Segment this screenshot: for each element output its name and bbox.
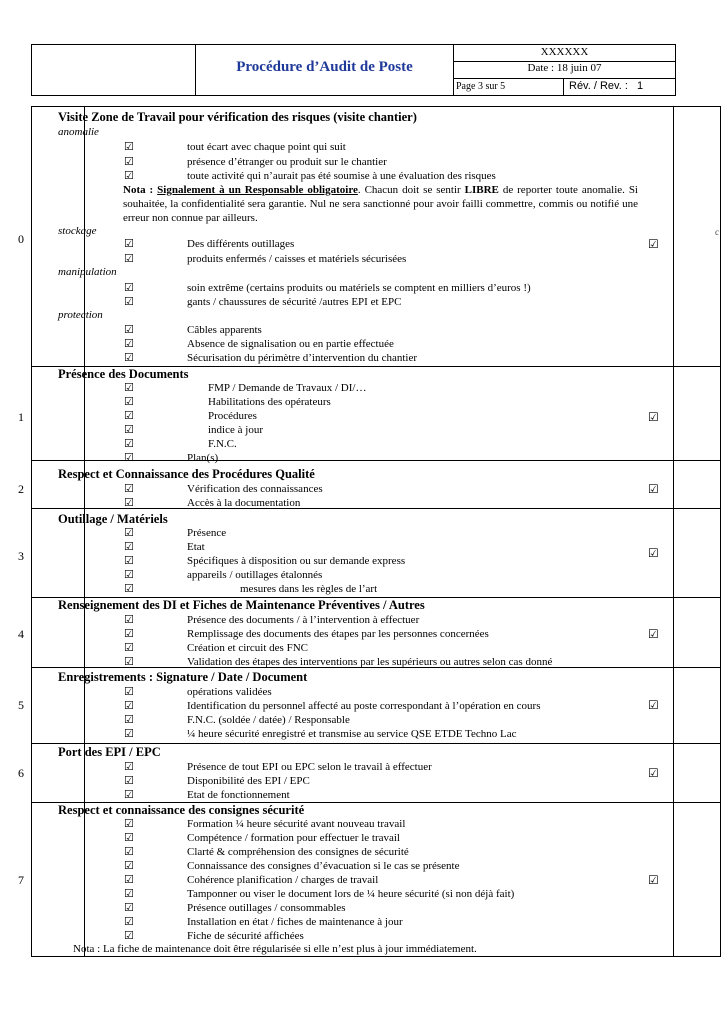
section-checkbox-icon[interactable]: ☑ xyxy=(648,873,659,887)
checkbox-icon[interactable]: ☑ xyxy=(124,655,134,668)
list-item: Vérification des connaissances xyxy=(187,483,323,495)
list-item: Formation ¼ heure sécurité avant nouveau travail xyxy=(187,818,406,830)
list-item: Présence de tout EPI ou EPC selon le travail à effectuer xyxy=(187,761,432,773)
list-item: Présence xyxy=(187,527,227,539)
section-checkbox-icon[interactable]: ☑ xyxy=(648,482,659,496)
checkbox-icon[interactable]: ☑ xyxy=(124,568,134,581)
checkbox-icon[interactable]: ☑ xyxy=(124,423,134,436)
section-number: 1 xyxy=(18,410,24,424)
list-item: produits enfermés / caisses et matériels sécurisées xyxy=(187,253,407,265)
section-title: Visite Zone de Travail pour vérification des risques (visite chantier) xyxy=(58,110,417,124)
revision-value: 1 xyxy=(636,80,644,92)
checkbox-icon[interactable]: ☑ xyxy=(124,451,134,464)
checkbox-icon[interactable]: ☑ xyxy=(124,760,134,773)
checkbox-icon[interactable]: ☑ xyxy=(124,887,134,900)
list-item: appareils / outillages étalonnés xyxy=(187,569,323,581)
subsection-label: protection xyxy=(58,309,103,321)
checkbox-icon[interactable]: ☑ xyxy=(124,641,134,654)
section-title: Respect et Connaissance des Procédures Qualité xyxy=(58,467,315,481)
checkbox-icon[interactable]: ☑ xyxy=(124,915,134,928)
checkbox-icon[interactable]: ☑ xyxy=(124,613,134,626)
nota-lead: Nota : xyxy=(123,184,154,196)
checkbox-icon[interactable]: ☑ xyxy=(124,774,134,787)
list-item: indice à jour xyxy=(208,424,263,436)
checkbox-icon[interactable]: ☑ xyxy=(124,169,134,182)
list-item: Procédures xyxy=(208,410,257,422)
nota-part2: de reporter toute anomalie. Si souhaitée, la confidentialité sera garantie. Nul ne sera sanctionné pour avoir failli commettre, commis ou notifié une erreur non connue par ailleurs. xyxy=(123,184,638,224)
list-item: Plan(s) xyxy=(187,452,219,464)
subsection-label: anomalie xyxy=(58,126,99,138)
section-checkbox-icon[interactable]: ☑ xyxy=(648,410,659,424)
section-checkbox-icon[interactable]: ☑ xyxy=(648,237,659,251)
list-item: Présence des documents / à l’intervention à effectuer xyxy=(187,614,420,626)
section-number: 4 xyxy=(18,627,24,641)
list-item: opérations validées xyxy=(187,686,272,698)
checkbox-icon[interactable]: ☑ xyxy=(124,437,134,450)
list-item: gants / chaussures de sécurité /autres EPI et EPC xyxy=(187,296,402,308)
list-item: Installation en état / fiches de maintenance à jour xyxy=(187,916,403,928)
list-item: Connaissance des consignes d’évacuation si le cas se présente xyxy=(187,860,460,872)
list-item: toute activité qui n’aurait pas été soumise à une évaluation des risques xyxy=(187,170,496,182)
section-title: Renseignement des DI et Fiches de Maintenance Préventives / Autres xyxy=(58,598,425,612)
section-title: Outillage / Matériels xyxy=(58,512,168,526)
checkbox-icon[interactable]: ☑ xyxy=(124,873,134,886)
list-item: tout écart avec chaque point qui suit xyxy=(187,141,346,153)
checkbox-icon[interactable]: ☑ xyxy=(124,155,134,168)
section-number: 6 xyxy=(18,766,24,780)
checkbox-icon[interactable]: ☑ xyxy=(124,351,134,364)
section-number: 5 xyxy=(18,698,24,712)
checkbox-icon[interactable]: ☑ xyxy=(124,381,134,394)
section-checkbox-icon[interactable]: ☑ xyxy=(648,698,659,712)
checkbox-icon[interactable]: ☑ xyxy=(124,929,134,942)
section-checkbox-icon[interactable]: ☑ xyxy=(648,627,659,641)
page-number: Page 3 sur 5 xyxy=(456,81,506,92)
list-item: F.N.C. (soldée / datée) / Responsable xyxy=(187,714,350,726)
checkbox-icon[interactable]: ☑ xyxy=(124,685,134,698)
checkbox-icon[interactable]: ☑ xyxy=(124,409,134,422)
checkbox-icon[interactable]: ☑ xyxy=(124,252,134,265)
list-item: Fiche de sécurité affichées xyxy=(187,930,304,942)
section-checkbox-icon[interactable]: ☑ xyxy=(648,766,659,780)
list-item: Etat de fonctionnement xyxy=(187,789,290,801)
section-checkbox-icon[interactable]: ☑ xyxy=(648,546,659,560)
safety-nota xyxy=(123,183,638,225)
checkbox-icon[interactable]: ☑ xyxy=(124,323,134,336)
list-item: F.N.C. xyxy=(208,438,237,450)
checkbox-icon[interactable]: ☑ xyxy=(124,526,134,539)
revision-label: Rév. / Rev. : xyxy=(569,80,628,92)
section-title: Enregistrements : Signature / Date / Document xyxy=(58,670,308,684)
checkbox-icon[interactable]: ☑ xyxy=(124,831,134,844)
revision xyxy=(569,80,643,92)
list-item: Disponibilité des EPI / EPC xyxy=(187,775,310,787)
checkbox-icon[interactable]: ☑ xyxy=(124,817,134,830)
list-item: ¼ heure sécurité enregistré et transmise au service QSE ETDE Techno Lac xyxy=(187,728,517,740)
checkbox-icon[interactable]: ☑ xyxy=(124,140,134,153)
nota-underlined: Signalement à un Responsable obligatoire xyxy=(157,184,358,196)
section-number: 3 xyxy=(18,549,24,563)
list-item: Tamponner ou viser le document lors de ¼ heure sécurité (si non déjà fait) xyxy=(187,888,515,900)
checkbox-icon[interactable]: ☑ xyxy=(124,395,134,408)
maintenance-note: Nota : La fiche de maintenance doit être régularisée si elle n’est plus à jour immédiatement. xyxy=(73,943,477,955)
checkbox-icon[interactable]: ☑ xyxy=(124,337,134,350)
section-title: Présence des Documents xyxy=(58,367,189,381)
list-item: mesures dans les règles de l’art xyxy=(240,583,378,595)
checkbox-icon[interactable]: ☑ xyxy=(124,901,134,914)
list-item: Cohérence planification / charges de travail xyxy=(187,874,379,886)
document-date: Date : 18 juin 07 xyxy=(527,62,602,74)
nota-bold: LIBRE xyxy=(464,184,499,196)
list-item: Absence de signalisation ou en partie effectuée xyxy=(187,338,394,350)
section-number: 7 xyxy=(18,873,24,887)
checkbox-icon[interactable]: ☑ xyxy=(124,482,134,495)
list-item: Spécifiques à disposition ou sur demande express xyxy=(187,555,406,567)
checkbox-icon[interactable]: ☑ xyxy=(124,699,134,712)
list-item: Des différents outillages xyxy=(187,238,295,250)
list-item: soin extrême (certains produits ou matériels se comptent en milliers d’euros !) xyxy=(187,282,531,294)
document-header xyxy=(31,44,676,96)
section-number: 0 xyxy=(18,232,24,246)
list-item: Création et circuit des FNC xyxy=(187,642,308,654)
list-item: Identification du personnel affecté au poste correspondant à l’opération en cours xyxy=(187,700,541,712)
list-item: Clarté & compréhension des consignes de sécurité xyxy=(187,846,409,858)
list-item: Etat xyxy=(187,541,205,553)
section-title: Port des EPI / EPC xyxy=(58,745,161,759)
checkbox-icon[interactable]: ☑ xyxy=(124,859,134,872)
list-item: Validation des étapes des interventions par les supérieurs ou autres selon cas donné xyxy=(187,656,553,668)
list-item: Câbles apparents xyxy=(187,324,262,336)
list-item: Compétence / formation pour effectuer le travail xyxy=(187,832,400,844)
list-item: Présence outillages / consommables xyxy=(187,902,346,914)
checkbox-icon[interactable]: ☑ xyxy=(124,237,134,250)
list-item: FMP / Demande de Travaux / DI/… xyxy=(208,382,367,394)
checkbox-icon[interactable]: ☑ xyxy=(124,295,134,308)
checkbox-icon[interactable]: ☑ xyxy=(124,713,134,726)
document-code: XXXXXX xyxy=(540,46,589,58)
list-item: Sécurisation du périmètre d’intervention du chantier xyxy=(187,352,418,364)
list-item: présence d’étranger ou produit sur le chantier xyxy=(187,156,387,168)
nota-part1: . Chacun doit se sentir xyxy=(357,184,465,196)
checkbox-icon[interactable]: ☑ xyxy=(124,582,134,595)
checkbox-icon[interactable]: ☑ xyxy=(124,788,134,801)
section-title: Respect et connaissance des consignes sécurité xyxy=(58,803,305,817)
checkbox-icon[interactable]: ☑ xyxy=(124,554,134,567)
subsection-label: stockage xyxy=(58,225,97,237)
subsection-label: manipulation xyxy=(58,266,117,278)
checkbox-icon[interactable]: ☑ xyxy=(124,281,134,294)
list-item: Habilitations des opérateurs xyxy=(208,396,331,408)
checkbox-icon[interactable]: ☑ xyxy=(124,845,134,858)
edge-mark: c xyxy=(715,227,719,237)
checkbox-icon[interactable]: ☑ xyxy=(124,727,134,740)
list-item: Remplissage des documents des étapes par les personnes concernées xyxy=(187,628,489,640)
list-item: Accès à la documentation xyxy=(187,497,301,509)
checkbox-icon[interactable]: ☑ xyxy=(124,627,134,640)
document-title: Procédure d’Audit de Poste xyxy=(236,59,413,75)
checkbox-icon[interactable]: ☑ xyxy=(124,540,134,553)
section-number: 2 xyxy=(18,482,24,496)
checkbox-icon[interactable]: ☑ xyxy=(124,496,134,509)
